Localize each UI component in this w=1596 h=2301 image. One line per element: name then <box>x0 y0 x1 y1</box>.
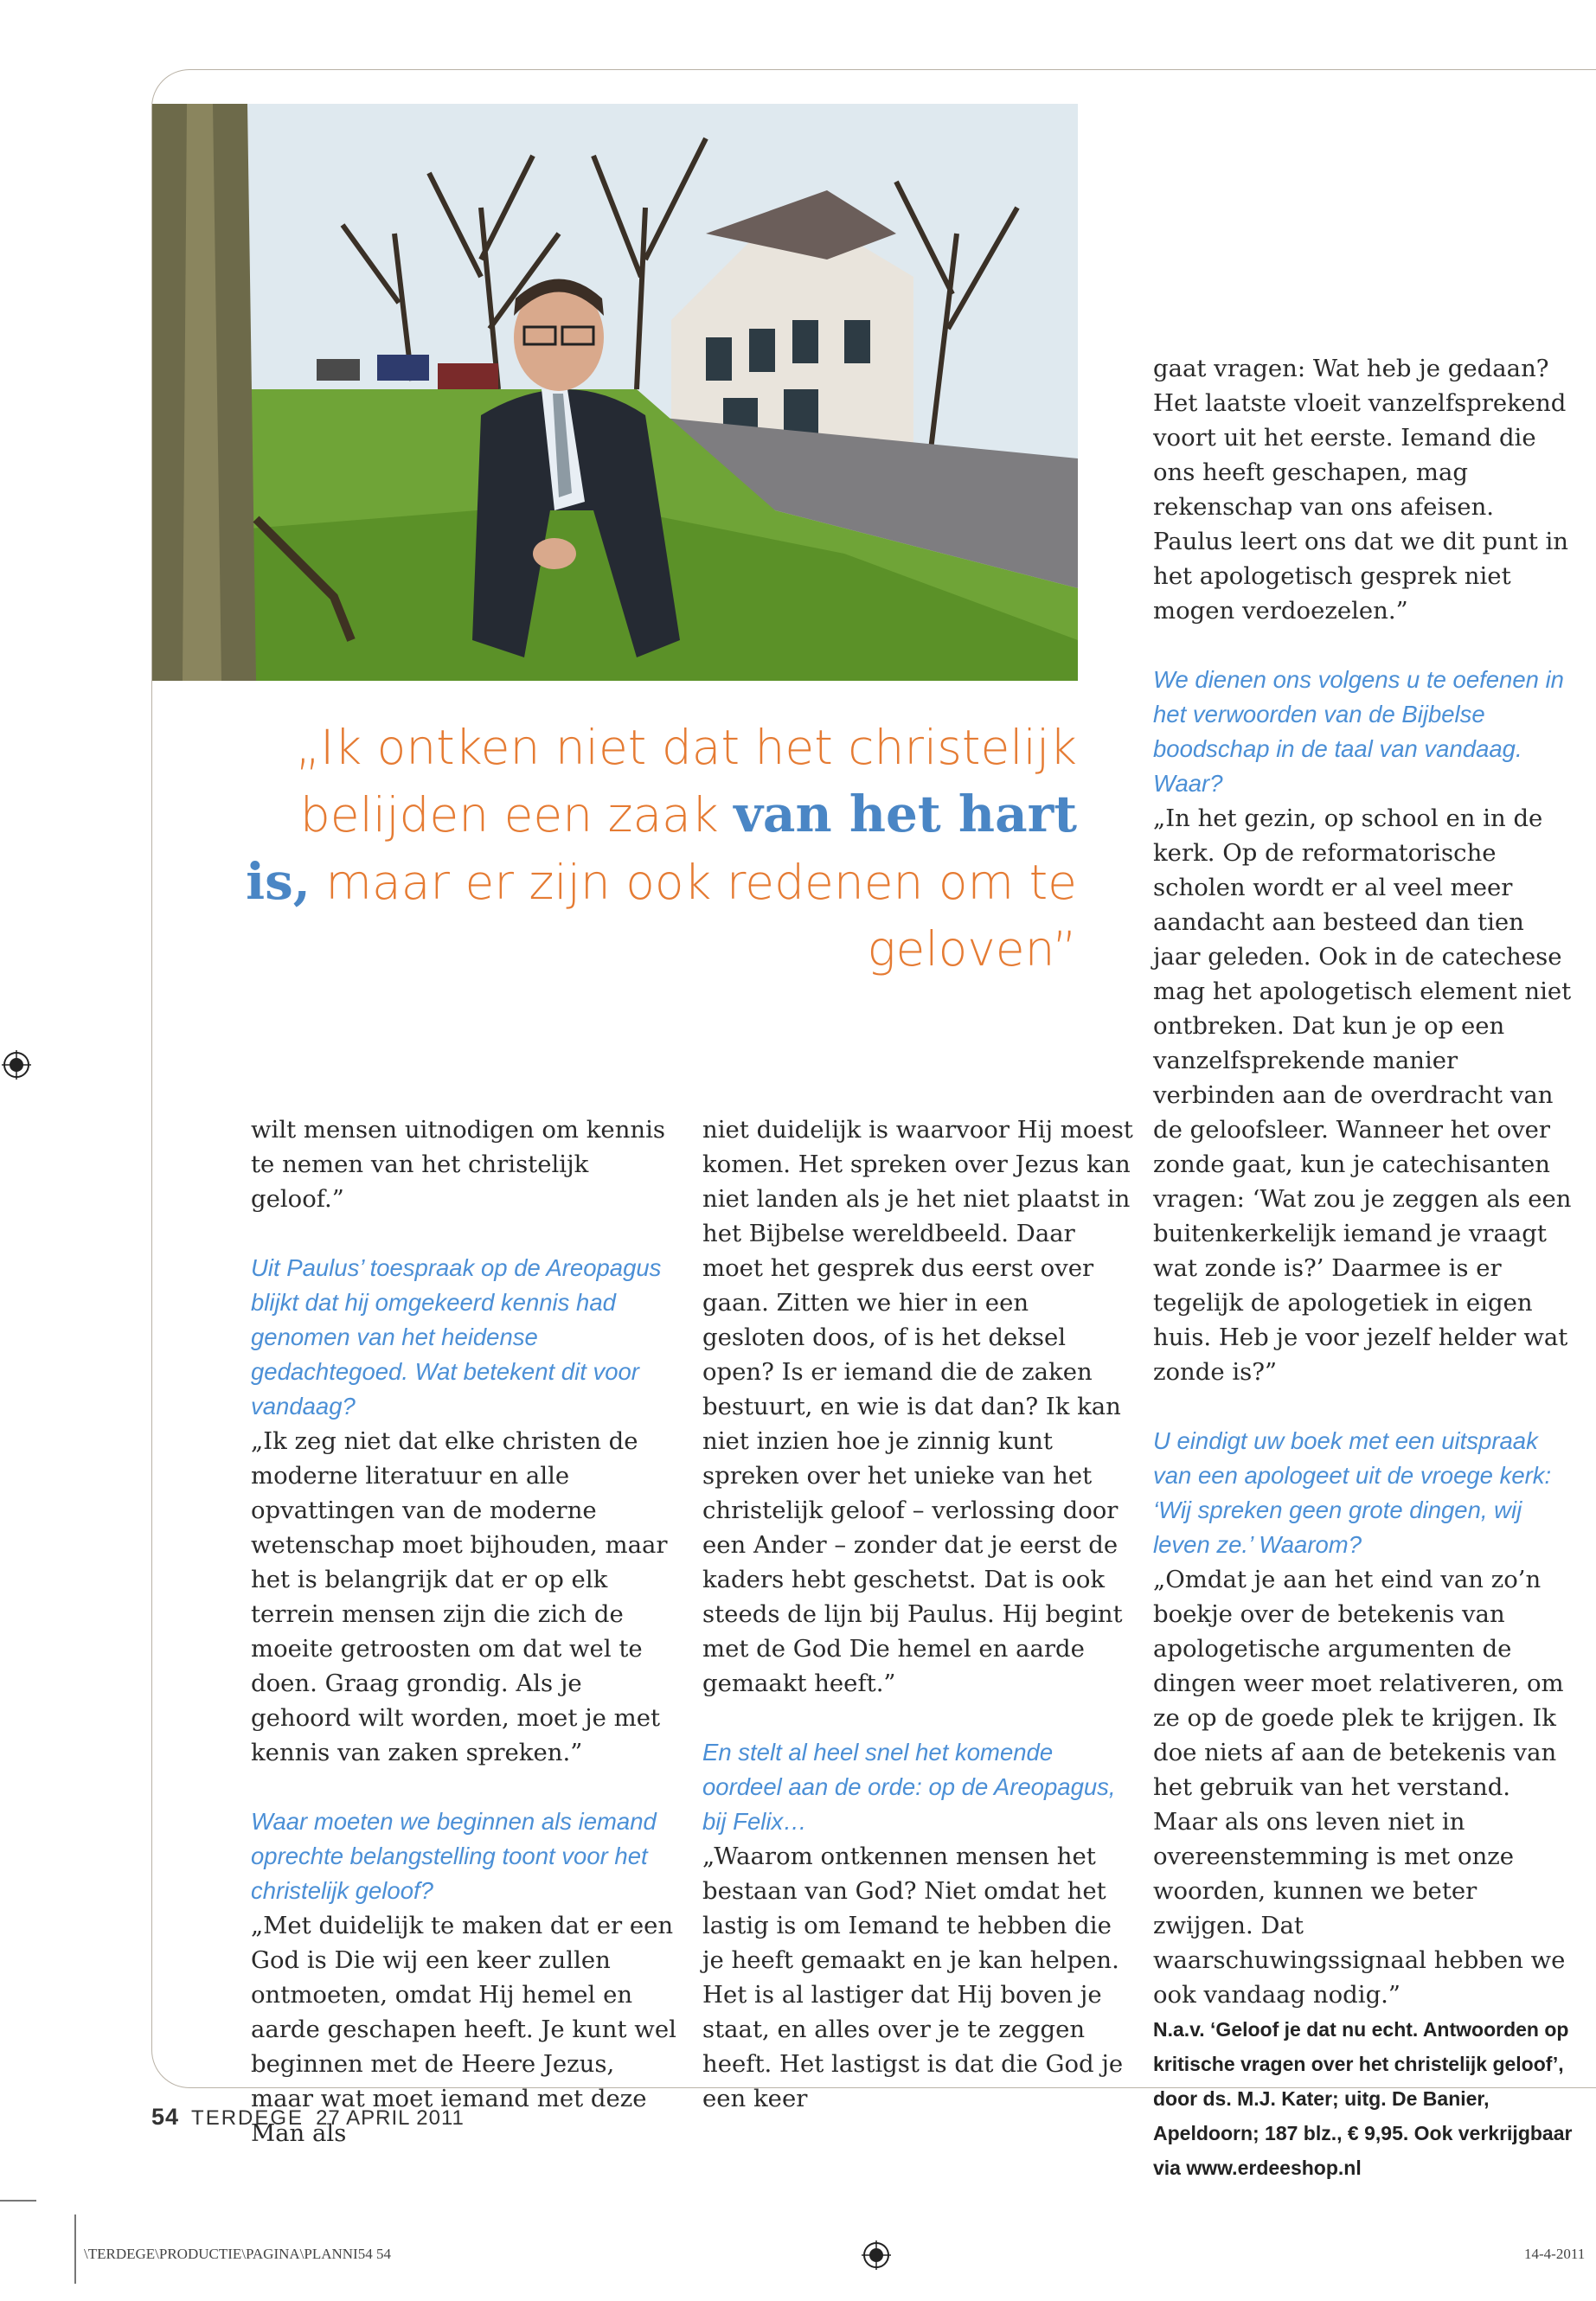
interview-question: En stelt al heel snel het komende oordeel aan de orde: op de Areopagus, bij Felix… <box>702 1739 1116 1835</box>
portrait-photo <box>152 104 1078 681</box>
paragraph: „Met duidelijk te maken dat er een God is Die wij een keer zullen ontmoeten, omdat Hij hemel en aarde geschapen heeft. Je kunt wel beginnen met de Heere Jezus, maar wat moet iemand met deze Man als <box>251 1912 676 2147</box>
pull-quote-part1: „Ik ontken niet dat het christelijk belijden een zaak <box>295 720 1077 843</box>
pull-quote-part2: maar er zijn ook redenen om te geloven” <box>310 855 1077 977</box>
registration-mark-icon <box>2 1050 31 1080</box>
column-1 <box>251 1112 683 2150</box>
crop-mark <box>74 2214 76 2284</box>
publication-name: TERDEGE <box>191 2106 304 2130</box>
interview-question: Waar moeten we beginnen als iemand oprechte belangstelling toont voor het christelijk geloof? <box>251 1808 657 1904</box>
slug-date: 14-4-2011 <box>1524 2246 1586 2262</box>
column-3 <box>1153 351 1577 2185</box>
page-footer <box>151 2104 465 2131</box>
paragraph: „Ik zeg niet dat elke christen de moderne literatuur en alle opvattingen van de moderne wetenschap moet bijhouden, maar het is belangrijk dat er op elk terrein mensen zijn die zich de moeite getroosten om dat wel te doen. Graag grondig. Als je gehoord wilt worden, moet je met kennis van zaken spreken.” <box>251 1427 668 1766</box>
column-2 <box>702 1112 1135 2116</box>
page-number: 54 <box>151 2104 180 2130</box>
pull-quote <box>242 715 1077 983</box>
pull-quote-highlight: van het hart is, <box>246 785 1077 911</box>
paragraph: gaat vragen: Wat heb je gedaan? Het laatste vloeit vanzelfsprekend voort uit het eerste. Iemand die ons heeft geschapen, mag rekenschap van ons afeisen. Paulus leert ons dat we dit punt in het apologetisch gesprek niet mogen verdoezelen.” <box>1153 355 1569 625</box>
interview-question: We dienen ons volgens u te oefenen in het verwoorden van de Bijbelse boodschap in de taal van vandaag. Waar? <box>1153 666 1564 797</box>
paragraph: „Waarom ontkennen mensen het bestaan van God? Niet omdat het lastig is om Iemand te hebben die je heeft gemaakt en je kan helpen. Het is al lastiger dat Hij boven je staat, en alles over je te zeggen heeft. Het lastigst is dat die God je een keer <box>702 1843 1124 2112</box>
paragraph: wilt mensen uitnodigen om kennis te nemen van het christelijk geloof.” <box>251 1116 666 1213</box>
crop-mark <box>0 2200 36 2202</box>
book-note: N.a.v. ‘Geloof je dat nu echt. Antwoorden op kritische vragen over het christelijk geloof’, door ds. M.J. Kater; uitg. De Banier, Apeldoorn; 187 blz., € 9,95. Ook verkrijgbaar via www.erdeeshop.nl <box>1153 2018 1573 2179</box>
paragraph: niet duidelijk is waarvoor Hij moest komen. Het spreken over Jezus kan niet landen als je het niet plaatst in het Bijbelse wereldbeeld. Daar moet het gesprek dus eerst over gaan. Zitten we hier in een gesloten doos, of is het deksel open? Is er iemand die de zaken bestuurt, en wie is dat dan? Ik kan niet inzien hoe je zinnig kunt spreken over het unieke van het christelijk geloof – verlossing door een Ander – zonder dat je eerst de kaders hebt geschetst. Dat is ook steeds de lijn bij Paulus. Hij begint met de God Die hemel en aarde gemaakt heeft.” <box>702 1116 1133 1697</box>
paragraph: „In het gezin, op school en in de kerk. Op de reformatorische scholen wordt er al veel meer aandacht aan besteed dan tien jaar geleden. Ook in de catechese mag het apologetisch element niet ontbreken. Dat kun je op een vanzelfsprekende manier verbinden aan de overdracht van de geloofsleer. Wanneer het over zonde gaat, kun je catechisanten vragen: ‘Wat zou je zeggen als een buitenkerkelijk iemand je vraagt wat zonde is?’ Daarmee is er tegelijk de apologetiek in eigen huis. Heb je voor jezelf helder wat zonde is?” <box>1153 804 1572 1386</box>
slug-path: \TERDEGE\PRODUCTIE\PAGINA\PLANNI54 54 <box>84 2246 391 2262</box>
registration-mark-icon <box>862 2240 891 2270</box>
paragraph: „Omdat je aan het eind van zo’n boekje over de betekenis van apologetische argumenten de dingen weer moet relativeren, om ze op de goede plek te krijgen. Ik doe niets af aan de betekenis van het gebruik van het verstand. Maar als ons leven niet in overeenstemming is met onze woorden, kunnen we beter zwijgen. Dat waarschuwingssignaal hebben we ook vandaag nodig.” <box>1153 1566 1566 2009</box>
interview-question: U eindigt uw boek met een uitspraak van een apologeet uit de vroege kerk: ‘Wij spreken geen grote dingen, wij leven ze.’ Waarom? <box>1153 1427 1552 1558</box>
issue-date: 27 APRIL 2011 <box>316 2106 465 2130</box>
interview-question: Uit Paulus’ toespraak op de Areopagus blijkt dat hij omgekeerd kennis had genomen van het heidense gedachtegoed. Wat betekent dit voor vandaag? <box>251 1254 662 1420</box>
